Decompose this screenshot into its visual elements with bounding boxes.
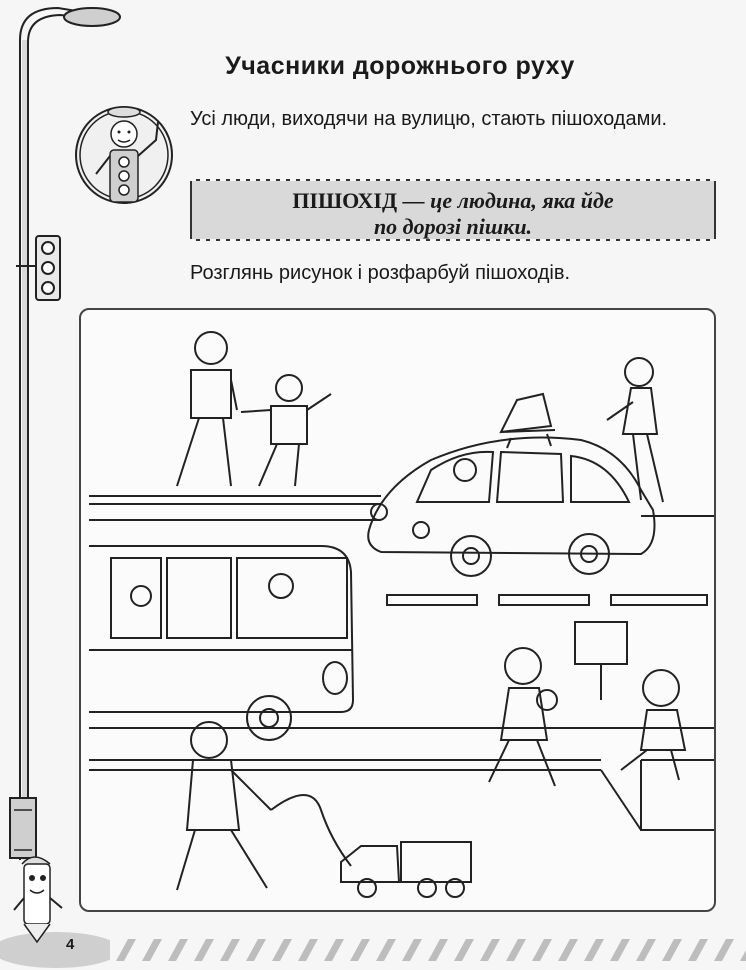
- task-instruction: Розглянь рисунок і розфарбуй пішоходів.: [190, 262, 571, 284]
- pencil-mascot-icon: [0, 838, 120, 970]
- policeman-mascot-icon: [72, 100, 182, 210]
- intro-paragraph: Усі люди, виходячи на вулицю, стають пішоходами.: [190, 108, 668, 130]
- definition-line2: по дорозі пішки.: [373, 214, 533, 239]
- coloring-picture-frame: [79, 308, 716, 912]
- page-title: Учасники дорожнього руху: [225, 52, 575, 80]
- definition-dash: —: [397, 188, 431, 213]
- definition-box: [190, 179, 716, 241]
- definition-term: ПІШОХІД: [292, 188, 398, 213]
- street-scene-illustration: [81, 310, 714, 910]
- decorative-stripes: [110, 939, 746, 961]
- definition-text: [192, 188, 714, 240]
- page-number: 4: [66, 936, 75, 953]
- traffic-light-icon: [14, 232, 64, 304]
- definition-line1: це людина, яка йде: [430, 188, 614, 213]
